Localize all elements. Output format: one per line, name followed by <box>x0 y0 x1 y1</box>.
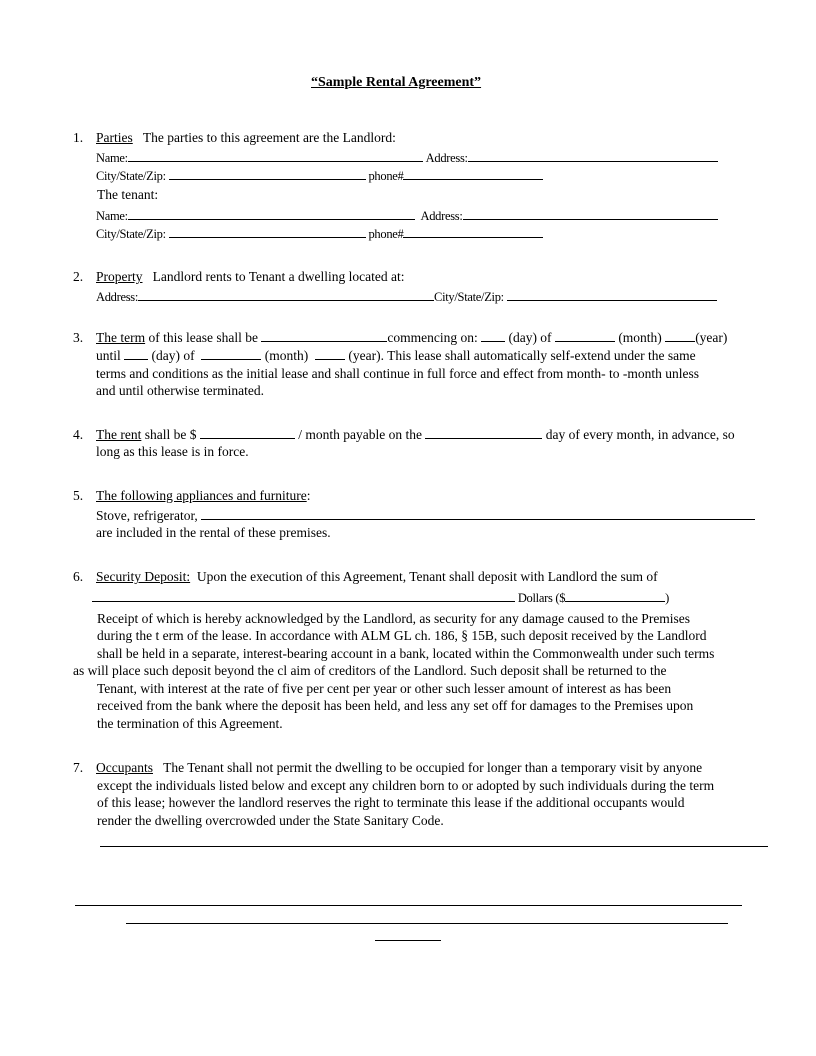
property-address-field[interactable] <box>138 288 434 301</box>
section-heading: Occupants <box>96 760 153 775</box>
tenant-city-row <box>96 225 543 243</box>
tenant-name-field[interactable] <box>128 207 415 220</box>
term-line-1: The term of this lease shall be commencing on: (day) of (month) (year) <box>96 330 728 345</box>
deposit-amount-row: Dollars ($ ) <box>92 589 669 607</box>
deposit-amount-field[interactable] <box>565 589 665 602</box>
section-heading: Property <box>96 269 143 284</box>
name-label: Name: <box>96 209 128 223</box>
deposit-line-8: received from the bank where the deposit has been held, and less any set off for damages to the Premises upon <box>97 698 694 713</box>
end-year-field[interactable] <box>315 347 345 360</box>
end-month-field[interactable] <box>201 347 261 360</box>
term-line-4: and until otherwise terminated. <box>96 383 264 398</box>
landlord-city-row <box>96 167 543 185</box>
rent-amount-field[interactable] <box>200 426 295 439</box>
occupants-line-3: of this lease; however the landlord reserves the right to terminate this lease if the additional occupants would <box>97 795 685 810</box>
section-intro: Landlord rents to Tenant a dwelling located at: <box>152 269 405 284</box>
city-label: City/State/Zip: <box>96 227 166 241</box>
section-number: 4. <box>73 427 84 442</box>
occupants-line-4: render the dwelling overcrowded under the State Sanitary Code. <box>97 813 444 828</box>
section-heading: Security Deposit: <box>96 569 191 584</box>
deposit-line-1: Security Deposit: Upon the execution of this Agreement, Tenant shall deposit with Landlord the sum of <box>96 569 658 584</box>
deposit-line-4: during the t erm of the lease. In accordance with ALM GL ch. 186, § 15B, such deposit received by the Landlord <box>97 628 707 643</box>
section-intro: The parties to this agreement are the Landlord: <box>142 130 396 145</box>
deposit-line-3: Receipt of which is hereby acknowledged by the Landlord, as security for any damage caused to the Premises <box>97 611 691 626</box>
landlord-city-field[interactable] <box>169 167 366 180</box>
start-year-field[interactable] <box>665 329 695 342</box>
landlord-name-row <box>96 149 718 167</box>
tenant-city-field[interactable] <box>169 225 366 238</box>
start-day-field[interactable] <box>481 329 505 342</box>
address-label: Address: <box>425 151 468 165</box>
section-number: 3. <box>73 330 84 345</box>
occupant-entry-line-3[interactable] <box>126 923 728 924</box>
rent-line-1: The rent shall be $ / month payable on the day of every month, in advance, so <box>96 427 735 442</box>
section-number: 2. <box>73 269 84 284</box>
tenant-name-row <box>96 207 718 225</box>
deposit-line-9: the termination of this Agreement. <box>97 716 283 731</box>
section-heading: The term <box>96 330 146 345</box>
section-heading: Parties <box>96 130 133 145</box>
start-month-field[interactable] <box>555 329 615 342</box>
name-label: Name: <box>96 151 128 165</box>
tenant-phone-field[interactable] <box>403 225 543 238</box>
deposit-line-5: shall be held in a separate, interest-bearing account in a bank, located within the Commonwealth under such terms <box>97 646 715 661</box>
property-city-field[interactable] <box>507 288 717 301</box>
term-length-field[interactable] <box>261 329 387 342</box>
section-number: 6. <box>73 569 84 584</box>
landlord-address-field[interactable] <box>468 149 718 162</box>
document-title: “Sample Rental Agreement” <box>311 75 482 90</box>
phone-label: phone# <box>368 169 404 183</box>
city-label: City/State/Zip: <box>96 169 166 183</box>
city-label: City/State/Zip: <box>434 290 504 304</box>
deposit-words-field[interactable] <box>92 589 515 602</box>
landlord-phone-field[interactable] <box>403 167 543 180</box>
appliances-field[interactable] <box>201 507 755 520</box>
occupants-line-2: except the individuals listed below and except any children born to or adopted by such individuals during the term <box>97 778 715 793</box>
section-number: 5. <box>73 488 84 503</box>
landlord-name-field[interactable] <box>128 149 423 162</box>
deposit-line-6: as will place such deposit beyond the cl aim of creditors of the Landlord. Such deposit shall be returned to the <box>73 663 667 678</box>
deposit-line-7: Tenant, with interest at the rate of five per cent per year or other such lesser amount of interest as has been <box>97 681 672 696</box>
occupants-line-1: Occupants The Tenant shall not permit the dwelling to be occupied for longer than a temporary visit by anyone <box>96 760 703 775</box>
section-heading: The following appliances and furniture <box>96 488 307 503</box>
rent-line-2: long as this lease is in force. <box>96 444 249 459</box>
phone-label: phone# <box>368 227 404 241</box>
occupant-entry-line-4[interactable] <box>375 940 441 941</box>
tenant-label: The tenant: <box>97 187 159 202</box>
section-number: 1. <box>73 130 84 145</box>
property-address-row <box>96 288 717 306</box>
section-heading: The rent <box>96 427 142 442</box>
term-line-2: until (day) of (month) (year). This lease shall automatically self-extend under the same <box>96 348 696 363</box>
appliances-line-2: are included in the rental of these premises. <box>96 525 331 540</box>
rent-due-day-field[interactable] <box>425 426 542 439</box>
term-line-3: terms and conditions as the initial lease and shall continue in full force and effect from month- to -month unless <box>96 366 699 381</box>
section-number: 7. <box>73 760 84 775</box>
occupant-entry-line-2[interactable] <box>75 905 742 906</box>
address-label: Address: <box>96 290 139 304</box>
address-label: Address: <box>420 209 463 223</box>
tenant-address-field[interactable] <box>463 207 718 220</box>
appliances-line-1: Stove, refrigerator, <box>96 507 755 524</box>
occupant-entry-line-1[interactable] <box>100 846 768 847</box>
end-day-field[interactable] <box>124 347 148 360</box>
